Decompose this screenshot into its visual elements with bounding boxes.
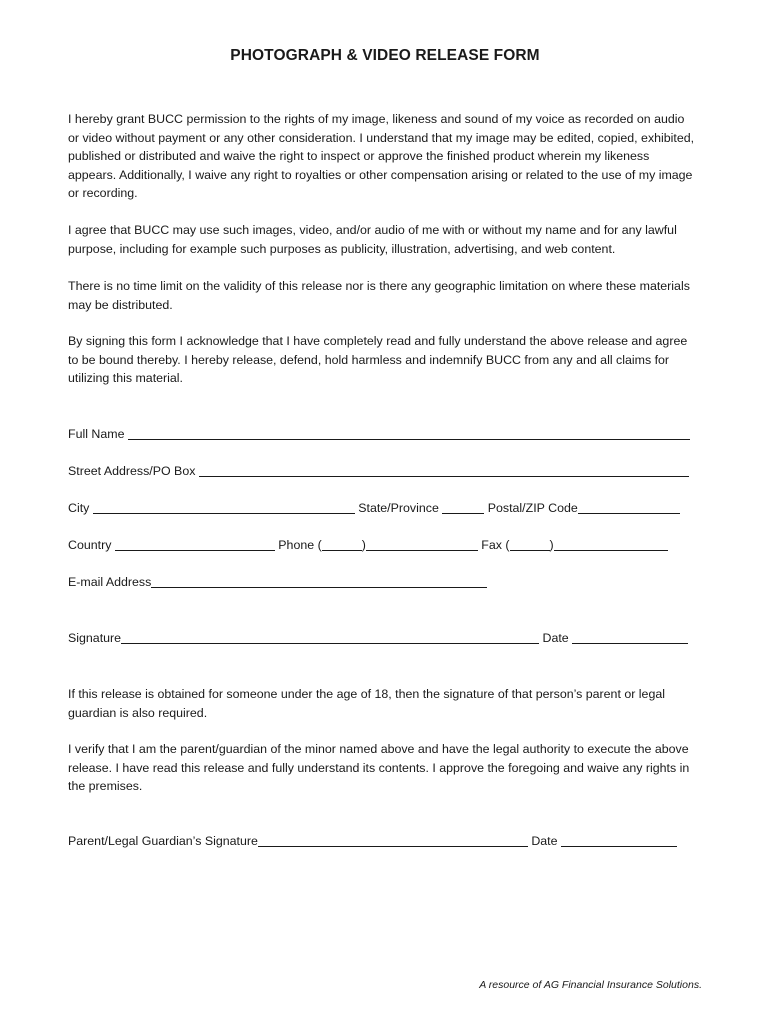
postal-field[interactable] xyxy=(578,500,680,514)
city-field[interactable] xyxy=(93,500,355,514)
phone-label: Phone ( xyxy=(278,538,322,552)
city-label: City xyxy=(68,501,90,515)
full-name-label: Full Name xyxy=(68,427,125,441)
phone-area-field[interactable] xyxy=(322,537,362,551)
country-row xyxy=(68,537,668,552)
signature-field[interactable] xyxy=(121,630,539,644)
phone-close: ) xyxy=(361,538,366,552)
release-paragraph-3: There is no time limit on the validity of this release nor is there any geographic limitation on where these materials may be distributed. xyxy=(68,279,690,312)
street-address-label: Street Address/PO Box xyxy=(68,464,196,478)
country-label: Country xyxy=(68,538,112,552)
date-label: Date xyxy=(542,631,569,645)
guardian-date-field[interactable] xyxy=(561,833,677,847)
full-name-field[interactable] xyxy=(128,426,690,440)
fax-label: Fax ( xyxy=(481,538,510,552)
street-address-row xyxy=(68,463,689,478)
page-title: PHOTOGRAPH & VIDEO RELEASE FORM xyxy=(230,47,540,64)
signature-row xyxy=(68,630,688,645)
fax-close: ) xyxy=(549,538,554,552)
state-field[interactable] xyxy=(442,500,484,514)
street-address-field[interactable] xyxy=(199,463,689,477)
phone-number-field[interactable] xyxy=(366,537,478,551)
signature-label: Signature xyxy=(68,631,122,645)
footer-credit: A resource of AG Financial Insurance Solutions. xyxy=(479,979,702,991)
country-field[interactable] xyxy=(115,537,275,551)
city-row xyxy=(68,500,680,515)
release-paragraph-2: I agree that BUCC may use such images, video, and/or audio of me with or without my name and for any lawful purpose, including for example such purposes as publicity, illustration, advertising, and web content. xyxy=(68,223,677,256)
postal-label: Postal/ZIP Code xyxy=(487,501,578,515)
fax-number-field[interactable] xyxy=(554,537,668,551)
date-field[interactable] xyxy=(572,630,688,644)
release-paragraph-4: By signing this form I acknowledge that I have completely read and fully understand the above release and agree to be bound thereby. I hereby release, defend, hold harmless and indemnify BUCC from any and all claims for utilizing this material. xyxy=(68,334,688,386)
guardian-signature-label: Parent/Legal Guardian’s Signature xyxy=(68,834,258,848)
guardian-date-label: Date xyxy=(531,834,558,848)
email-field[interactable] xyxy=(151,574,487,588)
email-label: E-mail Address xyxy=(68,575,152,589)
guardian-signature-field[interactable] xyxy=(258,833,528,847)
minor-paragraph-2: I verify that I am the parent/guardian of the minor named above and have the legal authority to execute the above release. I have read this release and fully understand its contents. I approve the foregoing and waive any rights in the premises. xyxy=(68,742,690,794)
release-paragraph-1: I hereby grant BUCC permission to the rights of my image, likeness and sound of my voice as recorded on audio or video without payment or any other consideration. I understand that my image may be edited, copied, exhibited, published or distributed and waive the right to inspect or approve the finished product wherein my likeness appears. Additionally, I waive any right to royalties or other compensation arising or related to the use of my image or recording. xyxy=(68,112,695,201)
email-row xyxy=(68,574,487,589)
state-label: State/Province xyxy=(358,501,439,515)
guardian-signature-row xyxy=(68,833,677,848)
full-name-row xyxy=(68,426,690,441)
minor-paragraph-1: If this release is obtained for someone under the age of 18, then the signature of that person’s parent or legal guardian is also required. xyxy=(68,687,665,720)
fax-area-field[interactable] xyxy=(510,537,550,551)
